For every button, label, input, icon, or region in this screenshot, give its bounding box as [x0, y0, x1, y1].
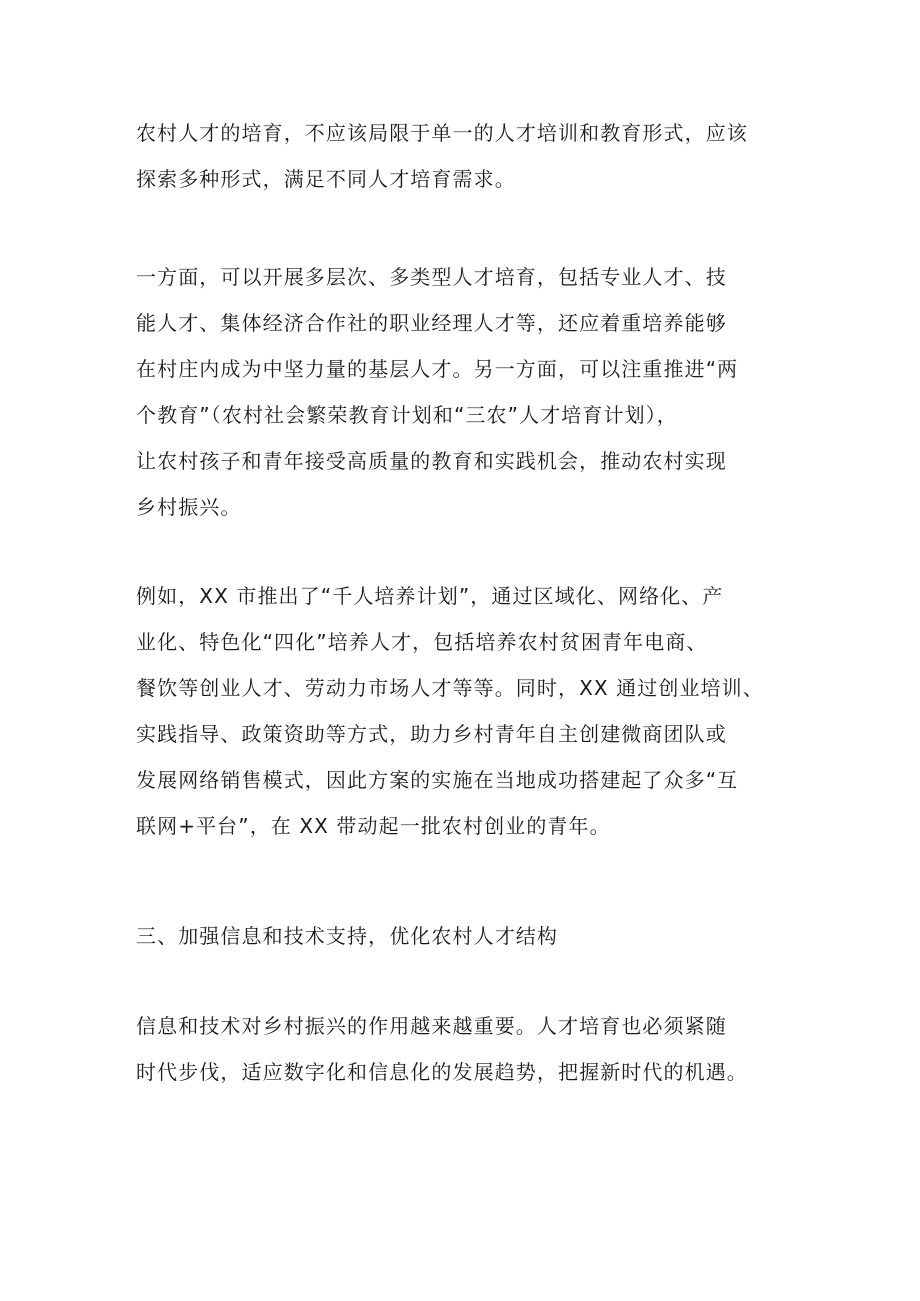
- text-line: 探索多种形式，满足不同人才培育需求。: [136, 167, 516, 191]
- text-line: 能人才、集体经济合作社的职业经理人才等，还应着重培养能够: [136, 311, 727, 335]
- text-line: 发展网络销售模式，因此方案的实施在当地成功搭建起了众多“互: [136, 768, 739, 792]
- text-line: 乡村振兴。: [136, 495, 242, 519]
- text-line: 信息和技术对乡村振兴的作用越来越重要。人才培育也必须紧随: [136, 1014, 727, 1038]
- text-line: 一方面，可以开展多层次、多类型人才培育，包括专业人才、技: [136, 265, 727, 289]
- text-line: 实践指导、政策资助等方式，助力乡村青年自主创建微商团队或: [136, 722, 727, 746]
- paragraph-talent-cultivation-intro: [136, 110, 796, 202]
- text-line: 业化、特色化“四化”培养人才，包括培养农村贫困青年电商、: [136, 630, 708, 654]
- text-line: 在村庄内成为中坚力量的基层人才。另一方面，可以注重推进“两: [136, 357, 739, 381]
- text-line: 时代步伐，适应数字化和信息化的发展趋势，把握新时代的机遇。: [136, 1060, 748, 1084]
- section-heading-3: [136, 913, 796, 959]
- text-line: 农村人才的培育，不应该局限于单一的人才培训和教育形式，应该: [136, 121, 748, 145]
- text-line: 餐饮等创业人才、劳动力市场人才等等。同时，XX 通过创业培训、: [136, 676, 764, 700]
- text-line: 让农村孩子和青年接受高质量的教育和实践机会，推动农村实现: [136, 449, 727, 473]
- text-line: 个教育”（农村社会繁荣教育计划和“三农”人才培育计划），: [136, 403, 678, 427]
- paragraph-example-city: [136, 573, 796, 849]
- paragraph-info-tech: [136, 1003, 796, 1095]
- heading-text: 三、加强信息和技术支持，优化农村人才结构: [136, 924, 558, 948]
- text-line: 联网+平台”，在 XX 带动起一批农村创业的青年。: [136, 814, 611, 838]
- paragraph-multi-level-training: [136, 254, 796, 530]
- text-line: 例如，XX 市推出了“千人培养计划”，通过区域化、网络化、产: [136, 584, 724, 608]
